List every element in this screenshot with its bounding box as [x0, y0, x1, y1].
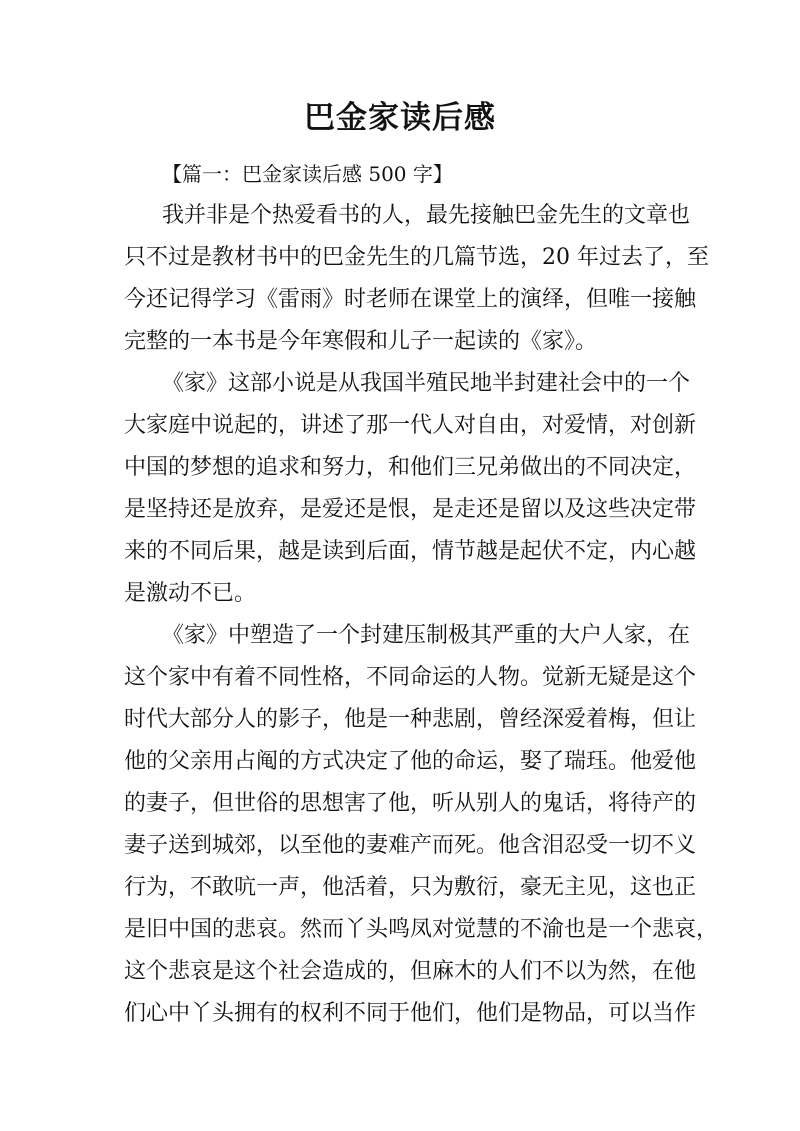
paragraph-3-line-3: 时代大部分人的影子，他是一种悲剧，曾经深爱着梅，但让	[124, 707, 697, 732]
paragraph-1-line-3: 今还记得学习《雷雨》时老师在课堂上的演绎，但唯一接触	[124, 287, 697, 312]
paragraph-3-line-8: 是旧中国的悲哀。然而丫头鸣凤对觉慧的不渝也是一个悲哀，	[124, 917, 719, 942]
document-title: 巴金家读后感	[304, 100, 496, 136]
paragraph-3-line-7: 行为，不敢吭一声，他活着，只为敷衍，豪无主见，这也正	[124, 875, 697, 900]
section-heading: 【篇一：巴金家读后感 500 字】	[162, 162, 453, 186]
paragraph-3-line-2: 这个家中有着不同性格，不同命运的人物。觉新无疑是这个	[124, 665, 697, 690]
paragraph-2-line-3: 中国的梦想的追求和努力，和他们三兄弟做出的不同决定，	[124, 455, 697, 480]
paragraph-3-line-1: 《家》中塑造了一个封建压制极其严重的大户人家，在	[162, 623, 691, 648]
paragraph-1-line-2: 只不过是教材书中的巴金先生的几篇节选，20 年过去了，至	[124, 245, 709, 270]
paragraph-3-line-4: 他的父亲用占阄的方式决定了他的命运，娶了瑞珏。他爱他	[124, 749, 697, 774]
paragraph-2-line-5: 来的不同后果，越是读到后面，情节越是起伏不定，内心越	[124, 539, 697, 564]
paragraph-1-line-4: 完整的一本书是今年寒假和儿子一起读的《家》。	[124, 329, 598, 354]
paragraph-3-line-5: 的妻子，但世俗的思想害了他，听从别人的鬼话，将待产的	[124, 791, 697, 816]
paragraph-1-line-1: 我并非是个热爱看书的人，最先接触巴金先生的文章也	[162, 203, 691, 228]
paragraph-2-line-6: 是激动不已。	[124, 581, 257, 606]
paragraph-3-line-6: 妻子送到城郊，以至他的妻难产而死。他含泪忍受一切不义	[124, 833, 697, 858]
paragraph-2-line-1: 《家》这部小说是从我国半殖民地半封建社会中的一个	[162, 371, 691, 396]
paragraph-3-line-9: 这个悲哀是这个社会造成的，但麻木的人们不以为然，在他	[124, 959, 697, 984]
paragraph-3-line-10: 们心中丫头拥有的权利不同于他们，他们是物品，可以当作	[124, 1001, 697, 1026]
paragraph-2-line-4: 是坚持还是放弃，是爱还是恨，是走还是留以及这些决定带	[124, 497, 697, 522]
paragraph-2-line-2: 大家庭中说起的，讲述了那一代人对自由，对爱情，对创新	[124, 413, 697, 438]
